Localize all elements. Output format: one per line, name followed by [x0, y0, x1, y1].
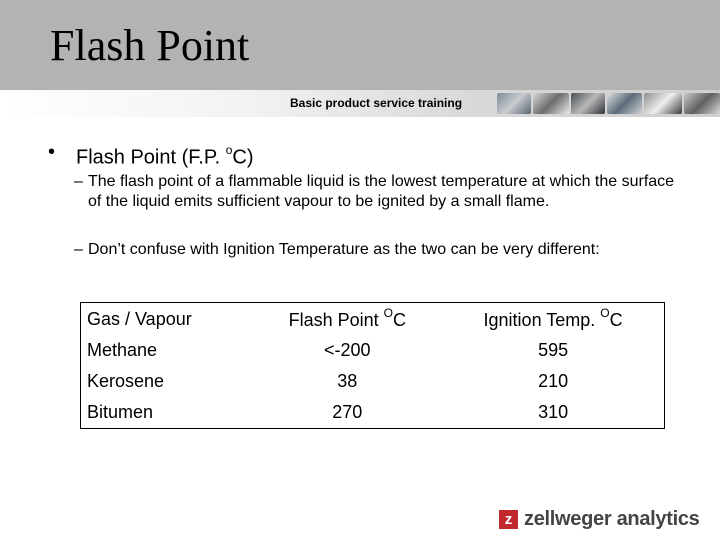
cell-flash-point: 38: [337, 371, 358, 391]
cell-gas-name: Kerosene: [87, 371, 165, 391]
cell-flash-point: 270: [332, 402, 363, 422]
sensor-photo-icon: [533, 93, 569, 114]
header-flash-point: [252, 303, 442, 336]
subpoint-text: The flash point of a flammable liquid is the lowest temperature at which the surface of the liquid emits sufficient vapour to be ignited by a small flame.: [88, 173, 675, 210]
detector-photo-icon: [571, 93, 605, 114]
cell-ignition-temp: 210: [538, 371, 569, 391]
product-image-strip: [497, 91, 720, 116]
bullet-main-text: Flash Point (F.P.: [76, 146, 226, 169]
dash-marker: –: [74, 173, 83, 190]
dash-marker: –: [74, 241, 83, 258]
bullet-text: [76, 140, 254, 170]
degree-superscript: O: [383, 305, 393, 320]
cell-gas-name: Bitumen: [87, 402, 154, 422]
header-flash-text: Flash Point: [288, 309, 384, 330]
header-unit: C: [609, 309, 623, 330]
table-row: [81, 397, 665, 429]
header-ignition-text: Ignition Temp.: [483, 309, 601, 330]
header-unit: C: [392, 309, 406, 330]
bullet-icon: •: [48, 141, 56, 163]
degree-superscript: O: [600, 305, 610, 320]
subtitle-text: Basic product service training: [290, 96, 463, 110]
header-gas-vapour: Gas / Vapour: [87, 308, 192, 329]
table-row: [81, 366, 665, 397]
cell-ignition-temp: 310: [538, 402, 569, 422]
logo-wordmark: zellweger analytics: [524, 508, 700, 530]
cell-ignition-temp: 595: [538, 340, 569, 360]
company-logo: [499, 508, 700, 531]
subpoint-ignition-note: [74, 240, 708, 260]
slide-title: Flash Point: [50, 21, 250, 70]
probe-photo-icon: [684, 93, 720, 114]
header-ignition-temp: [442, 303, 664, 336]
subpoint-definition: [74, 172, 688, 212]
logo-mark-icon: z: [499, 510, 518, 529]
cell-flash-point: <-200: [324, 340, 371, 360]
tool-photo-icon: [644, 93, 682, 114]
flash-point-table: [80, 302, 665, 429]
instrument-photo-icon: [497, 93, 531, 114]
degree-superscript: o: [225, 143, 233, 157]
bullet-flash-point: [48, 140, 254, 170]
table-header-row: [81, 303, 665, 336]
table-row: [81, 335, 665, 366]
subpoint-text: Don’t confuse with Ignition Temperature as the two can be very different:: [88, 241, 600, 258]
meter-photo-icon: [607, 93, 643, 114]
bullet-tail-text: C): [232, 146, 254, 169]
cell-gas-name: Methane: [87, 340, 158, 360]
